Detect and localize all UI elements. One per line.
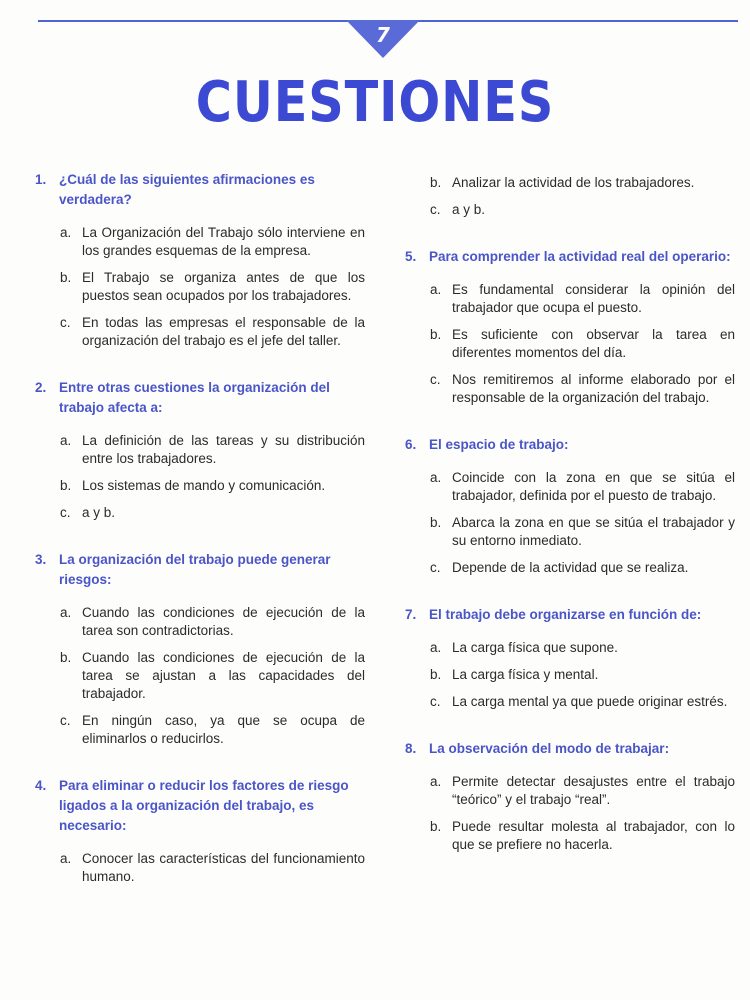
chapter-badge	[346, 20, 420, 58]
question-text: Para comprender la actividad real del operario:	[429, 249, 731, 264]
option-letter: c.	[60, 713, 71, 728]
option-letter: a.	[60, 851, 72, 866]
question-title	[35, 776, 365, 836]
option-text: La definición de las tareas y su distribución entre los trabajadores.	[82, 433, 365, 466]
question-number: 7.	[405, 607, 417, 622]
question-5	[405, 247, 735, 407]
answer-options	[35, 850, 365, 886]
question-7	[405, 605, 735, 711]
question-text: El trabajo debe organizarse en función de:	[429, 607, 702, 622]
option-letter: c.	[430, 202, 441, 217]
question-2	[35, 378, 365, 522]
option-text: En ningún caso, ya que se ocupa de eliminarlos o reducirlos.	[82, 713, 365, 746]
answer-option-a	[430, 773, 735, 809]
option-text: Coincide con la zona en que se sitúa el trabajador, definida por el puesto de trabajo.	[452, 470, 735, 503]
left-column	[35, 170, 365, 914]
answer-option-b	[60, 649, 365, 703]
answer-options	[35, 432, 365, 522]
answer-options	[35, 224, 365, 350]
answer-option-a	[430, 469, 735, 505]
answer-option-b	[60, 269, 365, 305]
right-column	[405, 174, 735, 882]
question-number: 1.	[35, 172, 47, 187]
option-letter: a.	[60, 433, 72, 448]
answer-option-a	[430, 639, 735, 657]
option-letter: b.	[60, 478, 72, 493]
option-letter: a.	[430, 470, 442, 485]
question-text: El espacio de trabajo:	[429, 437, 569, 452]
option-text: Es suficiente con observar la tarea en diferentes momentos del día.	[452, 327, 735, 360]
option-text: La Organización del Trabajo sólo interviene en los grandes esquemas de la empresa.	[82, 225, 365, 258]
option-text: a y b.	[452, 202, 486, 217]
question-number: 8.	[405, 741, 417, 756]
option-letter: c.	[60, 505, 71, 520]
option-text: Es fundamental considerar la opinión del trabajador que ocupa el puesto.	[452, 282, 735, 315]
answer-options	[405, 281, 735, 407]
answer-option-b	[60, 477, 365, 495]
question-title	[405, 247, 735, 267]
option-text: La carga física y mental.	[452, 667, 599, 682]
answer-option-b	[430, 326, 735, 362]
answer-option-c	[430, 201, 735, 219]
option-letter: b.	[430, 515, 442, 530]
option-text: La carga mental ya que puede originar estrés.	[452, 694, 728, 709]
answer-option-b	[430, 174, 735, 192]
question-1	[35, 170, 365, 350]
answer-options	[405, 773, 735, 854]
option-letter: c.	[430, 372, 441, 387]
answer-options	[35, 604, 365, 748]
option-text: El Trabajo se organiza antes de que los puestos sean ocupados por los trabajadores.	[82, 270, 365, 303]
question-title	[35, 550, 365, 590]
answer-option-b	[430, 666, 735, 684]
chapter-number: 7	[376, 23, 390, 47]
option-letter: a.	[60, 225, 72, 240]
option-text: Cuando las condiciones de ejecución de la tarea son contradictorias.	[82, 605, 365, 638]
option-text: Puede resultar molesta al trabajador, con lo que se prefiere no hacerla.	[452, 819, 735, 852]
question-title	[405, 739, 735, 759]
option-letter: c.	[60, 315, 71, 330]
option-text: Abarca la zona en que se sitúa el trabajador y su entorno inmediato.	[452, 515, 735, 548]
option-letter: a.	[430, 774, 442, 789]
answer-option-a	[60, 604, 365, 640]
option-text: Conocer las características del funcionamiento humano.	[82, 851, 365, 884]
answer-option-c	[430, 693, 735, 711]
option-text: a y b.	[82, 505, 116, 520]
answer-option-b	[430, 514, 735, 550]
option-text: Permite detectar desajustes entre el trabajo “teórico” y el trabajo “real”.	[452, 774, 735, 807]
option-letter: b.	[60, 650, 72, 665]
answer-option-a	[60, 432, 365, 468]
answer-option-a	[60, 850, 365, 886]
question-title	[405, 605, 735, 625]
option-text: Cuando las condiciones de ejecución de la tarea se ajustan a las capacidades del trabajador.	[82, 650, 365, 701]
right-column-questions	[405, 247, 735, 854]
option-letter: b.	[430, 667, 442, 682]
question-text: Para eliminar o reducir los factores de riesgo ligados a la organización del trabajo, es necesario:	[59, 778, 349, 833]
option-text: Los sistemas de mando y comunicación.	[82, 478, 326, 493]
option-text: Nos remitiremos al informe elaborado por el responsable de la organización del trabajo.	[452, 372, 735, 405]
question-text: Entre otras cuestiones la organización del trabajo afecta a:	[59, 380, 330, 415]
option-text: En todas las empresas el responsable de la organización del trabajo es el jefe del taller.	[82, 315, 365, 348]
option-letter: b.	[430, 327, 442, 342]
option-letter: b.	[430, 175, 442, 190]
question-4	[35, 776, 365, 886]
option-letter: a.	[430, 282, 442, 297]
answer-option-b	[430, 818, 735, 854]
answer-option-c	[430, 559, 735, 577]
answer-option-c	[430, 371, 735, 407]
option-letter: c.	[430, 694, 441, 709]
answer-option-c	[60, 314, 365, 350]
answer-options	[405, 639, 735, 711]
option-letter: a.	[60, 605, 72, 620]
question-text: La observación del modo de trabajar:	[429, 741, 670, 756]
question-8	[405, 739, 735, 854]
option-letter: a.	[430, 640, 442, 655]
question-number: 2.	[35, 380, 47, 395]
option-text: Depende de la actividad que se realiza.	[452, 560, 689, 575]
question-3	[35, 550, 365, 748]
question-title	[35, 378, 365, 418]
option-text: La carga física que supone.	[452, 640, 618, 655]
question-title	[405, 435, 735, 455]
option-text: Analizar la actividad de los trabajadores.	[452, 175, 695, 190]
option-letter: b.	[60, 270, 72, 285]
question-title	[35, 170, 365, 210]
question-text: ¿Cuál de las siguientes afirmaciones es verdadera?	[59, 172, 315, 207]
answer-options	[405, 469, 735, 577]
page-title: CUESTIONES	[195, 70, 555, 135]
option-letter: c.	[430, 560, 441, 575]
option-letter: b.	[430, 819, 442, 834]
answer-option-c	[60, 504, 365, 522]
question-number: 6.	[405, 437, 417, 452]
question-6	[405, 435, 735, 577]
question-4-continuation	[405, 174, 735, 219]
question-number: 4.	[35, 778, 47, 793]
question-text: La organización del trabajo puede generar riesgos:	[59, 552, 331, 587]
question-number: 3.	[35, 552, 47, 567]
answer-option-c	[60, 712, 365, 748]
answer-option-a	[60, 224, 365, 260]
question-number: 5.	[405, 249, 417, 264]
answer-option-a	[430, 281, 735, 317]
